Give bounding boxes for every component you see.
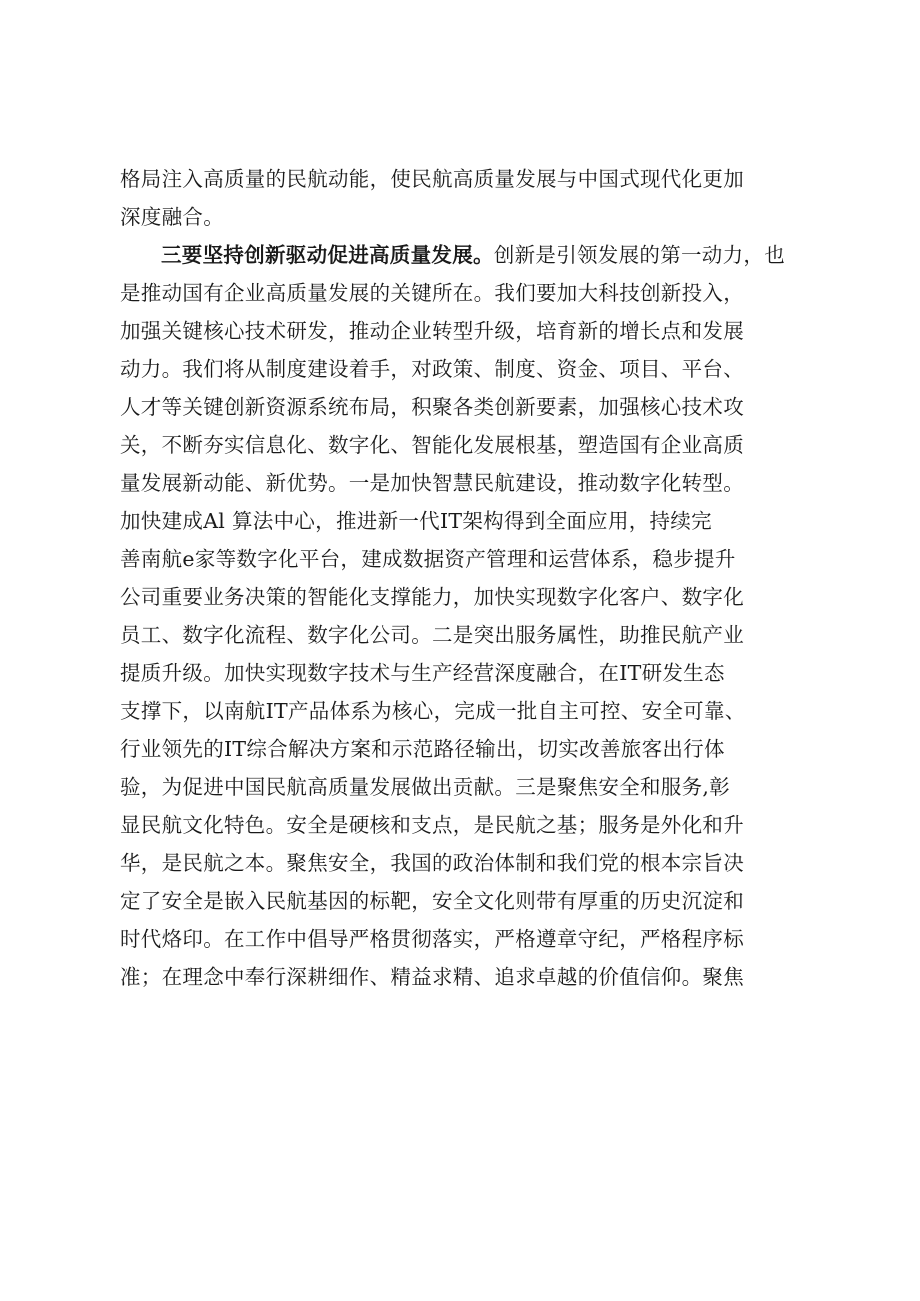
text-line: 加强关键核心技术研发，推动企业转型升级，培育新的增长点和发展 — [120, 319, 744, 343]
text-line: 准；在理念中奉行深耕细作、精益求精、追求卓越的价值信仰。聚焦 — [120, 965, 744, 989]
text-span: 创新是引领发展的第一动力，也 — [493, 243, 786, 267]
text-line: 时代烙印。在工作中倡导严格贯彻落实，严格遵章守纪，严格程序标 — [120, 927, 744, 951]
text-line: 善南航e家等数字化平台，建成数据资产管理和运营体系，稳步提升 — [120, 547, 736, 571]
text-line: 定了安全是嵌入民航基因的标靶，安全文化则带有厚重的历史沉淀和 — [120, 889, 744, 913]
text-line: 公司重要业务决策的智能化支撑能力，加快实现数字化客户、数字化 — [120, 585, 744, 609]
document-body — [120, 160, 820, 996]
text-line: 提质升级。加快实现数字技术与生产经营深度融合，在IT研发生态 — [120, 661, 725, 685]
text-line: 量发展新动能、新优势。一是加快智慧民航建设，推动数字化转型。 — [120, 471, 744, 495]
text-line: 关，不断夯实信息化、数字化、智能化发展根基，塑造国有企业高质 — [120, 433, 744, 457]
text-line: 员工、数字化流程、数字化公司。二是突出服务属性，助推民航产业 — [120, 623, 744, 647]
text-line — [120, 236, 820, 274]
text-line: 人才等关键创新资源系统布局，积聚各类创新要素，加强核心技术攻 — [120, 395, 744, 419]
text-line: 支撑下，以南航IT产品体系为核心，完成一批自主可控、安全可靠、 — [120, 699, 746, 723]
text-line: 深度融合。 — [120, 205, 224, 229]
text-line: 加快建成Al 算法中心，推进新一代IT架构得到全面应用，持续完 — [120, 509, 712, 533]
text-line: 是推动国有企业高质量发展的关键所在。我们要加大科技创新投入， — [120, 281, 744, 305]
text-line: 验，为促进中国民航高质量发展做出贡献。三是聚焦安全和服务,彰 — [120, 775, 731, 799]
text-line: 华，是民航之本。聚焦安全，我国的政治体制和我们党的根本宗旨决 — [120, 851, 744, 875]
text-line: 格局注入高质量的民航动能，使民航高质量发展与中国式现代化更加 — [120, 167, 744, 191]
text-line: 行业领先的IT综合解决方案和示范路径输出，切实改善旅客出行体 — [120, 737, 725, 761]
section-heading: 三要坚持创新驱动促进高质量发展。 — [161, 243, 494, 267]
text-line: 显民航文化特色。安全是硬核和支点，是民航之基；服务是外化和升 — [120, 813, 744, 837]
text-line: 动力。我们将从制度建设着手，对政策、制度、资金、项目、平台、 — [120, 357, 744, 381]
